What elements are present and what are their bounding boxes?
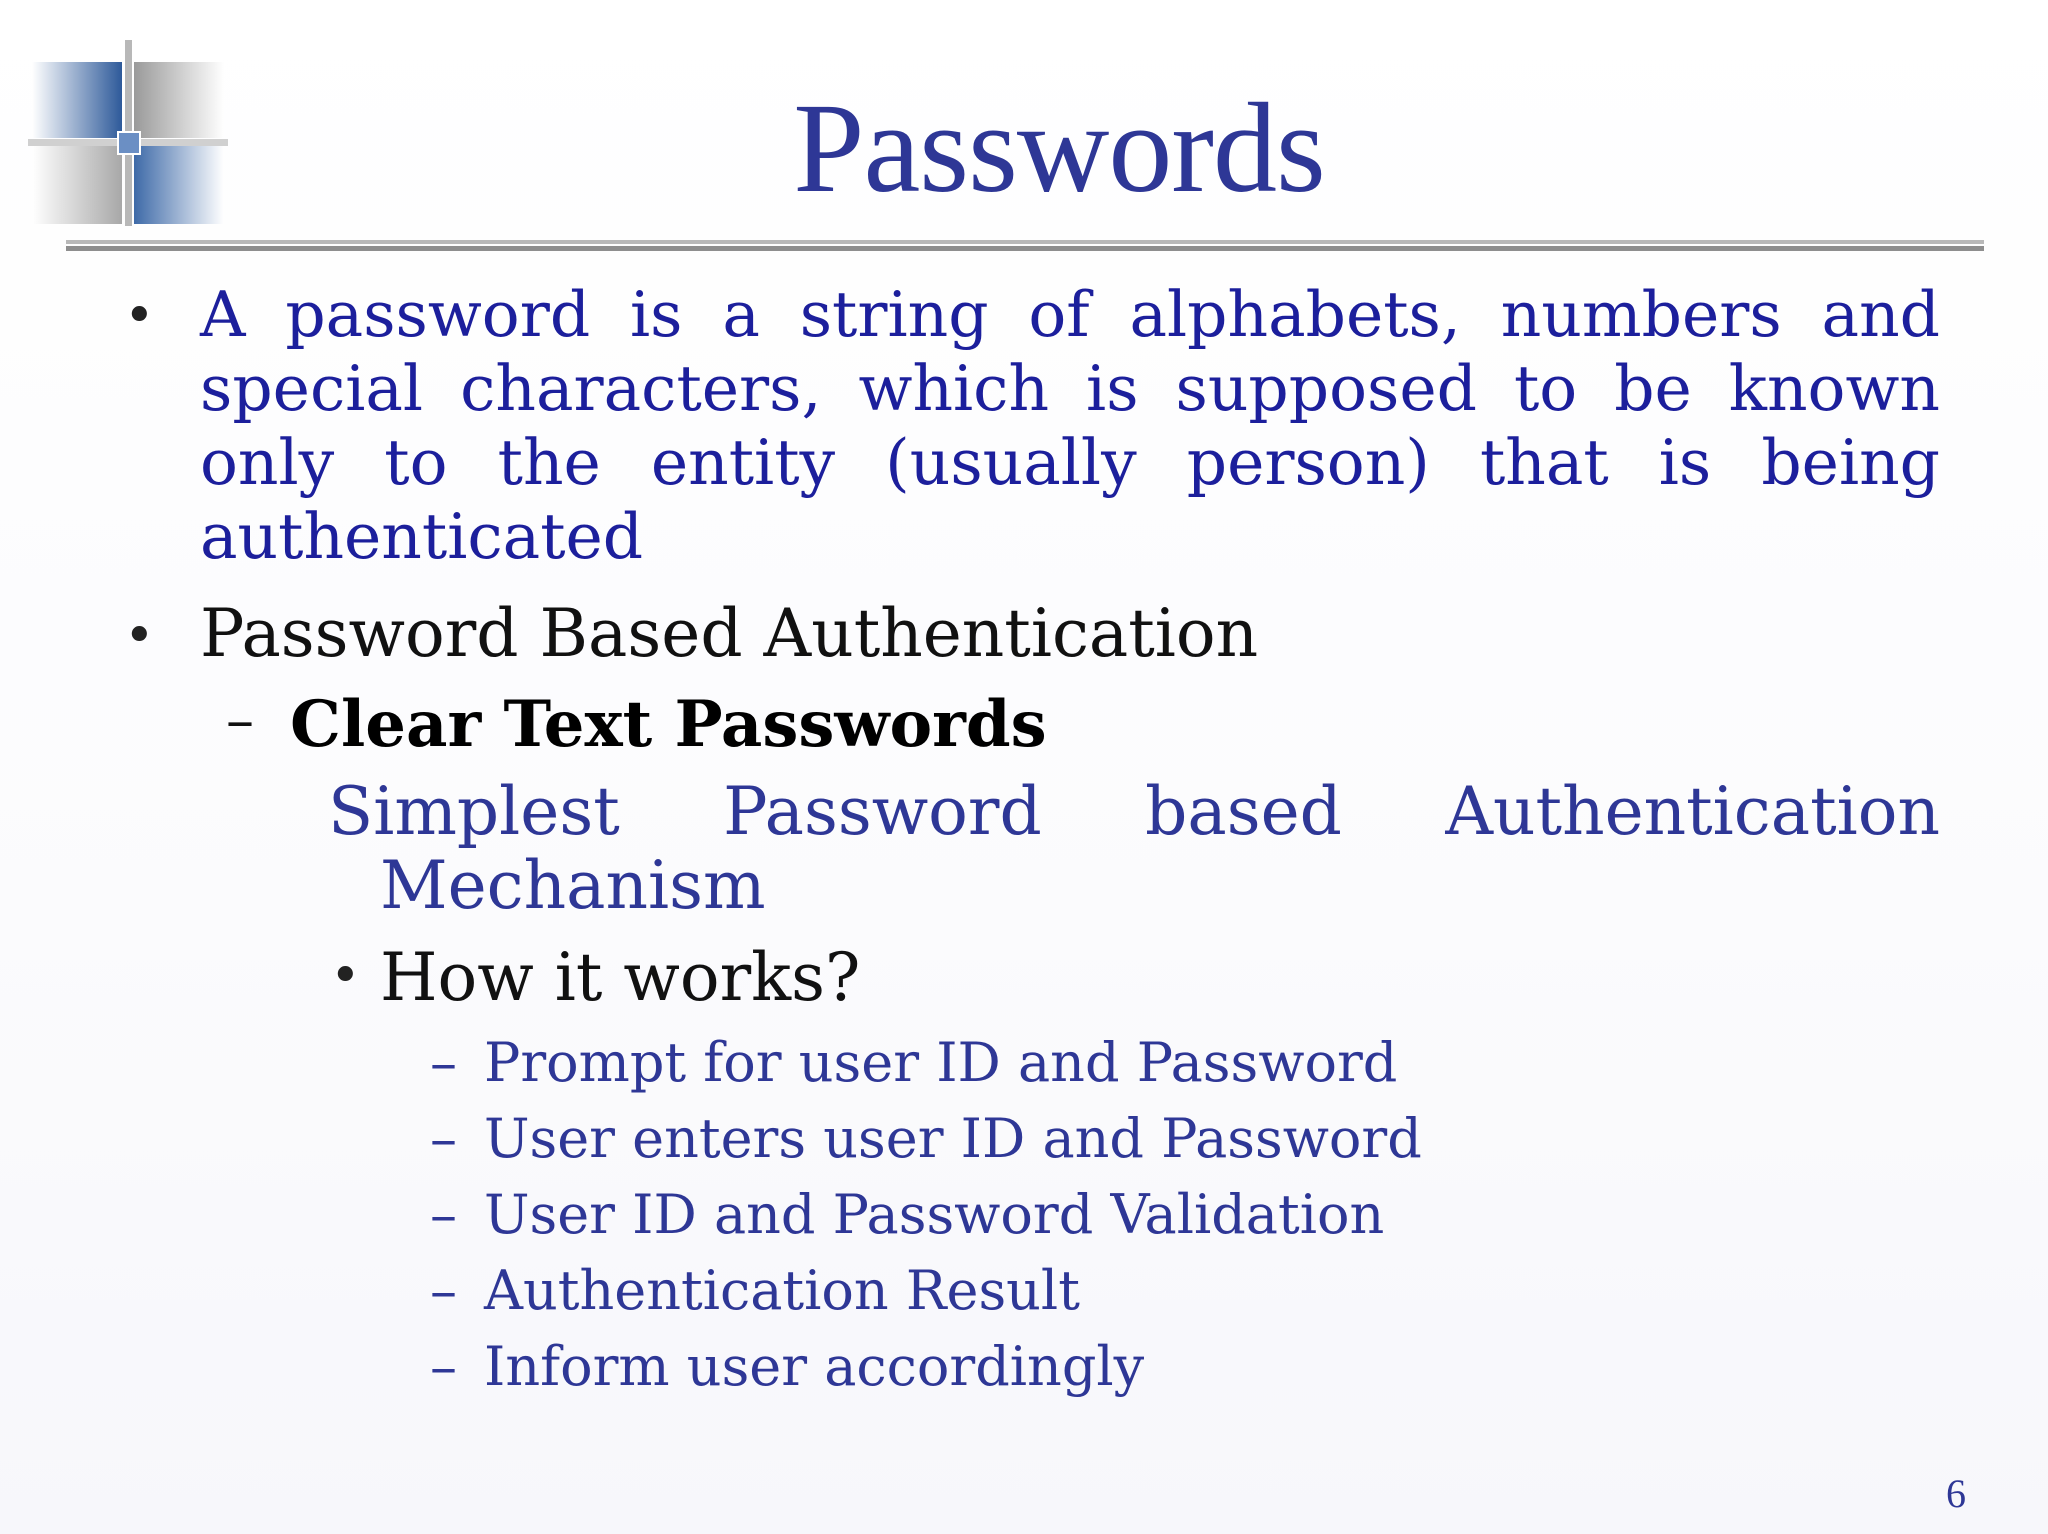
list-item: – Prompt for user ID and Password xyxy=(430,1031,1398,1094)
simplest-mechanism-text xyxy=(328,775,1940,923)
plain-word: Simplest xyxy=(328,773,620,850)
list-item: – User ID and Password Validation xyxy=(430,1183,1385,1246)
page-number: 6 xyxy=(1946,1471,1966,1516)
bullet-password-auth-text: Password Based Authentication xyxy=(200,595,1259,672)
bullet-marker: • xyxy=(124,286,155,346)
bullet-marker: • xyxy=(124,606,155,666)
bullet-definition-text: A password is a string of alphabets, numbers and special characters, which is supposed to be known only to the entity (usually person) that is being authenticated xyxy=(200,278,1940,573)
plain-line-2: Mechanism xyxy=(380,847,766,924)
slide-title: Passwords xyxy=(793,77,1325,219)
bullet-marker: • xyxy=(330,946,361,1006)
plain-word: Authentication xyxy=(1445,773,1940,850)
plain-word: based xyxy=(1145,773,1342,850)
steps-list xyxy=(430,1025,1422,1405)
how-it-works-text: How it works? xyxy=(380,939,861,1016)
list-item: – Authentication Result xyxy=(430,1259,1080,1322)
plain-word: Password xyxy=(723,773,1042,850)
list-item: – Inform user accordingly xyxy=(430,1335,1145,1398)
list-item: – User enters user ID and Password xyxy=(430,1107,1422,1170)
clear-text-passwords-heading: Clear Text Passwords xyxy=(290,687,1047,762)
sub-bullet-dash: – xyxy=(226,688,254,753)
